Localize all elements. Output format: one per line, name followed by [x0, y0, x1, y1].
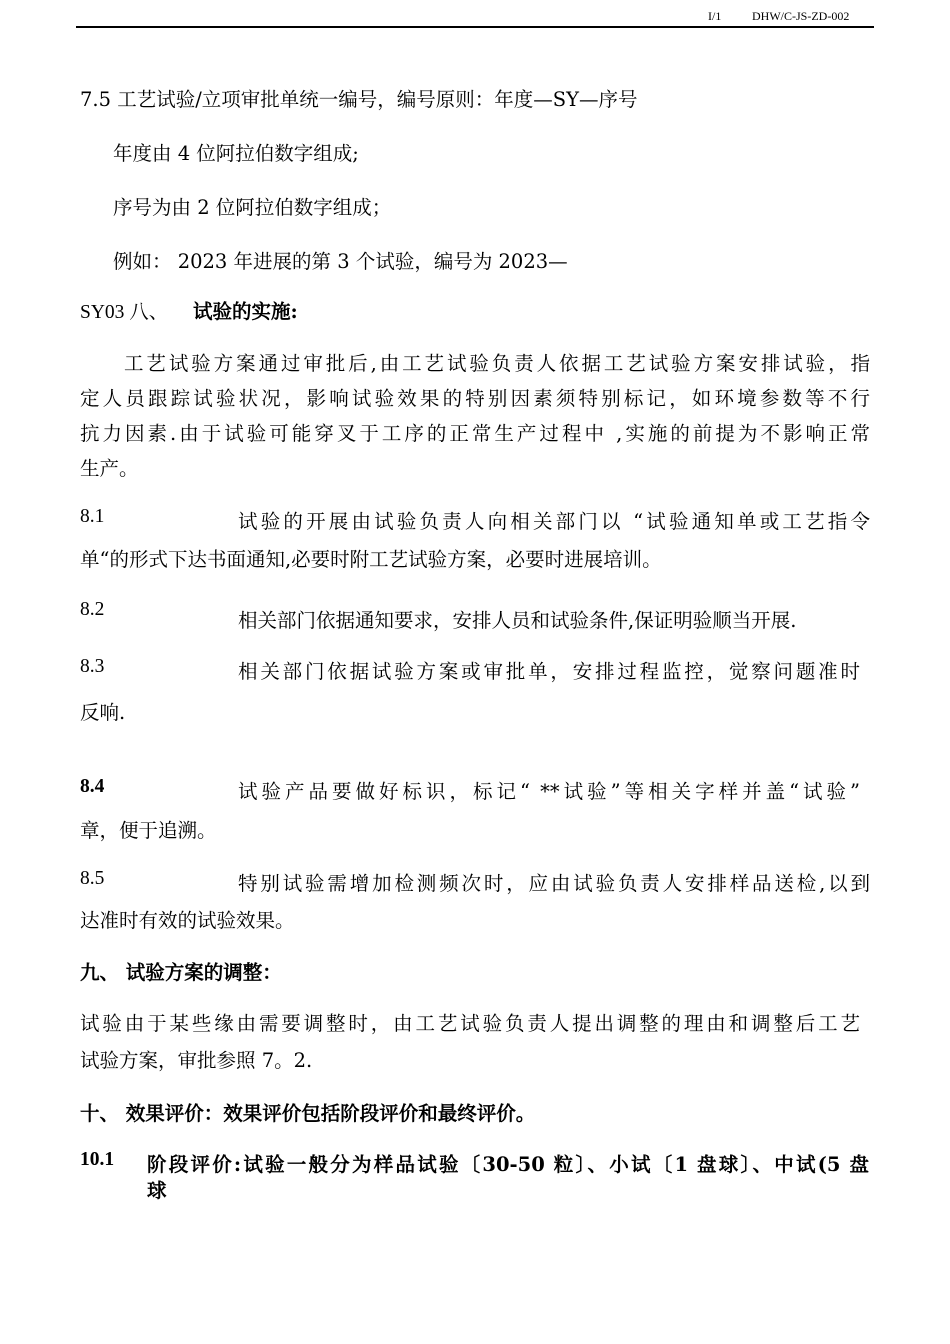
s8-intro-line: 生产。 — [80, 457, 139, 480]
section-8-title: 试验的实施: — [193, 300, 298, 323]
document-code: DHW/C-JS-ZD-002 — [752, 9, 850, 23]
p85-line2: 达准时有效的试验效果。 — [80, 909, 295, 932]
p82-number: 8.2 — [80, 599, 105, 620]
section-8-prefix: SY03 八、 — [80, 302, 169, 323]
s75-year-rule: 年度由 4 位阿拉伯数字组成; — [113, 142, 359, 165]
p101-line1: 阶段评价:试验一般分为样品试验〔30-50 粒〕、小试〔1 盘球〕、中试(5 盘 — [147, 1153, 869, 1176]
s75-title: 7.5 工艺试验/立项审批单统一编号，编号原则：年度—SY—序号 — [80, 88, 638, 111]
p81-number: 8.1 — [80, 506, 105, 527]
p84-number: 8.4 — [80, 776, 105, 797]
p101-line2: 球 — [147, 1179, 167, 1202]
s9-line1: 试验由于某些缘由需要调整时，由工艺试验负责人提出调整的理由和调整后工艺 — [80, 1012, 860, 1035]
page-header — [708, 9, 849, 24]
s8-intro-line: 工艺试验方案通过审批后,由工艺试验负责人依据工艺试验方案安排试验，指 — [124, 352, 870, 375]
s9-line2: 试验方案，审批参照 7。2. — [80, 1049, 313, 1072]
p83-number: 8.3 — [80, 656, 105, 677]
p81-line1: 试验的开展由试验负责人向相关部门以 “试验通知单或工艺指令 — [238, 510, 870, 533]
header-rule — [76, 26, 874, 28]
s75-seq-rule: 序号为由 2 位阿拉伯数字组成； — [113, 196, 392, 219]
section-10-title: 十、 效果评价：效果评价包括阶段评价和最终评价。 — [80, 1102, 536, 1125]
s8-intro-line: 抗力因素.由于试验可能穿叉于工序的正常生产过程中 ,实施的前提为不影响正常 — [80, 422, 870, 445]
page-number: I/1 — [708, 9, 722, 23]
p83-line2: 反响. — [80, 701, 126, 724]
s8-intro-line: 定人员跟踪试验状况，影响试验效果的特别因素须特别标记，如环境参数等不行 — [80, 387, 870, 410]
p85-line1: 特别试验需增加检测频次时，应由试验负责人安排样品送检,以到 — [238, 872, 870, 895]
p84-line2: 章，便于追溯。 — [80, 819, 217, 842]
s75-example: 例如： 2023 年进展的第 3 个试验，编号为 2023— — [113, 250, 568, 273]
p81-line2: 单“的形式下达书面通知,必要时附工艺试验方案，必要时进展培训。 — [80, 548, 662, 571]
p84-line1: 试验产品要做好标识，标记“ **试验”等相关字样并盖“试验” — [238, 780, 860, 803]
p85-number: 8.5 — [80, 868, 105, 889]
p82-line1: 相关部门依据通知要求，安排人员和试验条件,保证明验顺当开展. — [238, 609, 797, 632]
section-9-title: 九、 试验方案的调整： — [80, 961, 282, 984]
p101-number: 10.1 — [80, 1149, 115, 1170]
p83-line1: 相关部门依据试验方案或审批单，安排过程监控，觉察问题准时 — [238, 660, 860, 683]
